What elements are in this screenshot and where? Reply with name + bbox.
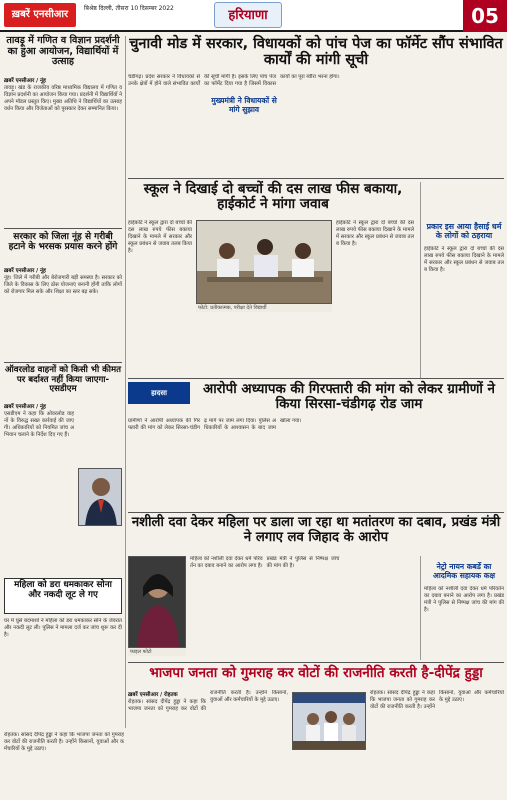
story-8-caption: फाइल फोटो xyxy=(128,648,186,656)
story-6-side-body: हाईकोर्ट ने स्कूल द्वारा दो बच्चों की दस लाख रुपये फीस बकाया दिखाने के मामले में सरकार और स्कूल प्रबंधन से जवाब तलब किया है। xyxy=(424,246,504,273)
story-9-headline: भाजपा जनता को गुमराह कर वोटों की राजनीति करती है-दीपेंद्र हुड्डा xyxy=(149,665,483,681)
section-label: हरियाणा xyxy=(214,2,282,28)
dateline: बिश्रेष्ठ दिल्ली, तीसरा 10 दिसम्बर 2022 xyxy=(84,5,174,12)
story-6-headline: स्कूल ने दिखाई दो बच्चों की दस लाख फीस बकाया, हाईकोर्ट ने मांगा जवाब xyxy=(143,181,403,213)
story-6-body-a: हाईकोर्ट ने स्कूल द्वारा दो बच्चों की दस लाख रुपये फीस बकाया दिखाने के मामले में सरकार और स्कूल प्रबंधन से जवाब तलब किया है। xyxy=(128,220,192,254)
page-number: 05 xyxy=(463,0,507,32)
story-4-headline: महिला को डरा धमकाकर सोना और नकदी लूट ले गए xyxy=(14,580,112,600)
story-4-box xyxy=(4,578,122,614)
woman-file-photo xyxy=(128,556,186,648)
official-portrait-photo xyxy=(78,468,122,526)
story-8-body: महिला को नशीली दवा देकर धर्म परिवर्तन का दबाव बनाने का आरोप लगा है। प्रखंड मंत्री ने पुलिस से निष्पक्ष जांच की मांग की है। xyxy=(190,556,340,569)
newspaper-logo: ख़बरें एनसीआर xyxy=(4,3,76,27)
story-2-body: ख़बरें एनसीआर / नूंह नूंह। जिले में गरीबी और बेरोजगारी बड़ी समस्या है। सरकार को जिले के विकास के लिए ठोस योजनाएं बनानी होंगी ताकि लोगों को रोजगार मिल सके और शिक्षा का स्तर बढ़ सके। xyxy=(4,268,122,295)
story-4-body: घर में घुसे बदमाशों ने महिला को डरा धमकाकर सोने के जेवरात और नकदी लूट ली। पुलिस ने मामला दर्ज कर जांच शुरू कर दी है। xyxy=(4,618,122,638)
story-9-body-a: ख़बरें एनसीआर / रोहतक रोहतक। सांसद दीपेंद्र हुड्डा ने कहा कि भाजपा जनता को गुमराह कर वोटों की राजनीति करती है। उन्होंने किसानों, युवाओं और कर्मचारियों के मुद्दे उठाए। xyxy=(128,690,288,712)
story-7-kicker-box xyxy=(128,382,190,404)
story-1-headline: तावड़ू में गणित व विज्ञान प्रदर्शनी का हुआ आयोजन, विद्यार्थियों में उत्साह xyxy=(6,35,120,68)
story-8-side-headline: नेट्रो नायन कबर्डे का आदमिक सहायक कक्ष xyxy=(432,562,496,581)
story-6-side-headline: प्रकार इस आया हैसाई धर्म के लोगों को ठहराया xyxy=(426,222,502,241)
story-7-headline: आरोपी अध्यापक की गिरफ्तारी की मांग को लेकर ग्रामीणों ने किया सिरसा-चंडीगढ़ रोड जाम xyxy=(203,382,495,412)
story-8-side-body: महिला को नशीली दवा देकर धर्म परिवर्तन का दबाव बनाने का आरोप लगा है। प्रखंड मंत्री ने पुलिस से निष्पक्ष जांच की मांग की है। xyxy=(424,586,504,613)
press-conference-photo xyxy=(292,692,366,750)
story-3-body: ख़बरें एनसीआर / नूंह एसडीएम ने कहा कि ओवरलोड वाहनों के विरुद्ध सख्त कार्रवाई की जाएगी। अधिकारियों को नियमित जांच अभियान चलाने के निर्देश दिए गए हैं। xyxy=(4,404,74,438)
masthead xyxy=(0,0,507,32)
story-5-headline: चुनावी मोड में सरकार, विधायकों को पांच पेज का फॉर्मेट सौंप संभावित कार्यों की मांगी सूची xyxy=(129,36,503,69)
story-6-body-b: हाईकोर्ट ने स्कूल द्वारा दो बच्चों की दस लाख रुपये फीस बकाया दिखाने के मामले में सरकार और स्कूल प्रबंधन से जवाब तलब किया है। xyxy=(336,220,414,247)
story-7-kicker: हादसा xyxy=(151,389,167,397)
story-2-headline: सरकार को जिला नूंह से गरीबी हटाने के भरसक प्रयास करने होंगे xyxy=(8,232,118,253)
story-3-headline: ऑवरलोड वाहनों को किसी भी कीमत पर बर्दाश्त नहीं किया जाएगा-एसडीएम xyxy=(4,365,122,395)
story-1-body: ख़बरें एनसीआर / नूंह तावड़ू। खंड के राजकीय वरिष्ठ माध्यमिक विद्यालय में गणित व विज्ञान प्रदर्शनी का आयोजन किया गया। प्रदर्शनी में विद्यार्थियों ने अपने मॉडल प्रस्तुत किए। मुख्य अतिथि ने विद्यार्थियों का उत्साहवर्धन किया और विजेताओं को पुरस्कार देकर सम्मानित किया। xyxy=(4,78,122,112)
students-exam-photo xyxy=(196,220,332,304)
story-5-subhead: मुख्यमंत्री ने विधायकों से मांगे सुझाव xyxy=(211,96,277,114)
story-9-body-left: रोहतक। सांसद दीपेंद्र हुड्डा ने कहा कि भाजपा जनता को गुमराह कर वोटों की राजनीति करती है। उन्होंने किसानों, युवाओं और कर्मचारियों के मुद्दे उठाए। xyxy=(4,732,124,752)
story-6-caption: फोटो: प्रतीकात्मक, परीक्षा देते विद्यार्थी xyxy=(196,304,332,312)
story-5-subhead-box xyxy=(209,96,279,126)
story-7-body: ग्रामीणों ने आरोपी अध्यापक की गिरफ्तारी की मांग को लेकर सिरसा-चंडीगढ़ मार्ग पर जाम लगा दिया। पुलिस अधिकारियों के आश्वासन के बाद जाम खोला गया। xyxy=(128,418,302,431)
story-5-body: चंडीगढ़। प्रदेश सरकार ने विधायकों से उनके क्षेत्रों में होने वाले संभावित कार्यों की सूची मांगी है। इसके लिए पांच पेज का फॉर्मेट दिया गया है जिसमें विकास कार्यों का पूरा ब्यौरा भरना होगा। xyxy=(128,74,340,87)
story-9-body-b: रोहतक। सांसद दीपेंद्र हुड्डा ने कहा कि भाजपा जनता को गुमराह कर वोटों की राजनीति करती है। उन्होंने किसानों, युवाओं और कर्मचारियों के मुद्दे उठाए। xyxy=(370,690,504,710)
story-8-headline: नशीली दवा देकर महिला पर डाला जा रहा था मतांतरण का दबाव, प्रखंड मंत्री ने लगाए लव जिहाद के आरोप xyxy=(131,515,501,545)
